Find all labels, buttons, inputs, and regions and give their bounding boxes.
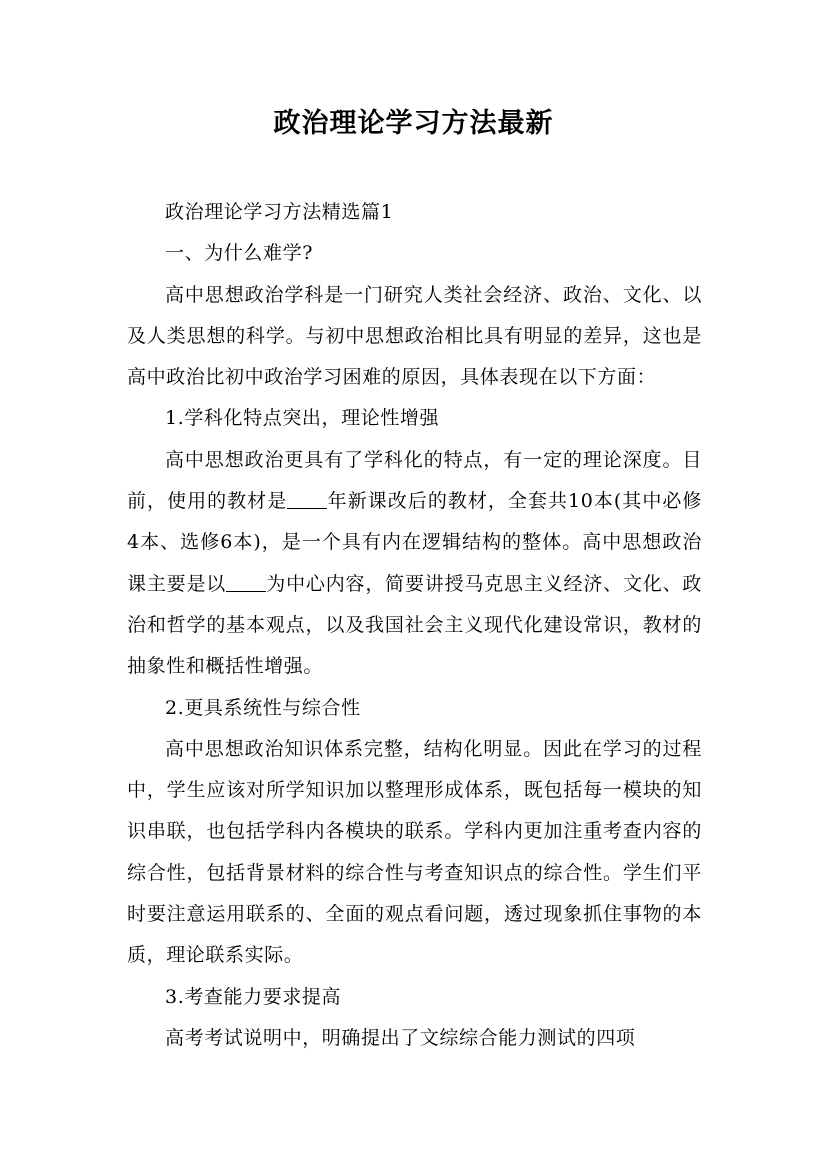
text-segment: 高中思想政治更具有了学科化的特点，有一定的理论深度。目前，使用的教材是 xyxy=(127,448,702,513)
document-title: 政治理论学习方法最新 xyxy=(273,108,554,139)
subsection-heading: 一、为什么难学? xyxy=(165,242,313,265)
body-paragraph: 高中思想政治学科是一门研究人类社会经济、政治、文化、以及人类思想的科学。与初中思想政治相比具有明显的差异，这也是高中政治比初中政治学习困难的原因，具体表现在以下方面： xyxy=(127,283,702,389)
fill-blank xyxy=(287,489,327,509)
body-paragraph: 高中思想政治知识体系完整，结构化明显。因此在学习的过程中，学生应该对所学知识加以整理形成体系，既包括每一模块的知识串联，也包括学科内各模块的联系。学科内更加注重考查内容的综合性，包括背景材料的综合性与考查知识点的综合性。学生们平时要注意运用联系的、全面的观点看问题，透过现象抓住事物的本质，理论联系实际。 xyxy=(127,737,702,967)
text-segment: 年新课改后的教材，全套共10本(其中必修4本、选修6本)，是一个具有内在逻辑结构的整体。高中思想政治课主要是以 xyxy=(127,490,702,595)
fill-blank xyxy=(226,572,266,592)
point-heading: 3.考查能力要求提高 xyxy=(165,985,342,1008)
point-heading: 1.学科化特点突出，理论性增强 xyxy=(165,407,440,430)
point-heading: 2.更具系统性与综合性 xyxy=(165,696,361,719)
body-paragraph xyxy=(127,440,702,688)
body-paragraph: 高考考试说明中，明确提出了文综综合能力测试的四项 xyxy=(165,1026,636,1049)
document-body xyxy=(127,192,702,1059)
section-heading: 政治理论学习方法精选篇1 xyxy=(165,201,394,223)
text-segment: 为中心内容，简要讲授马克思主义经济、文化、政治和哲学的基本观点，以及我国社会主义现代化建设常识，教材的抽象性和概括性增强。 xyxy=(127,572,702,678)
